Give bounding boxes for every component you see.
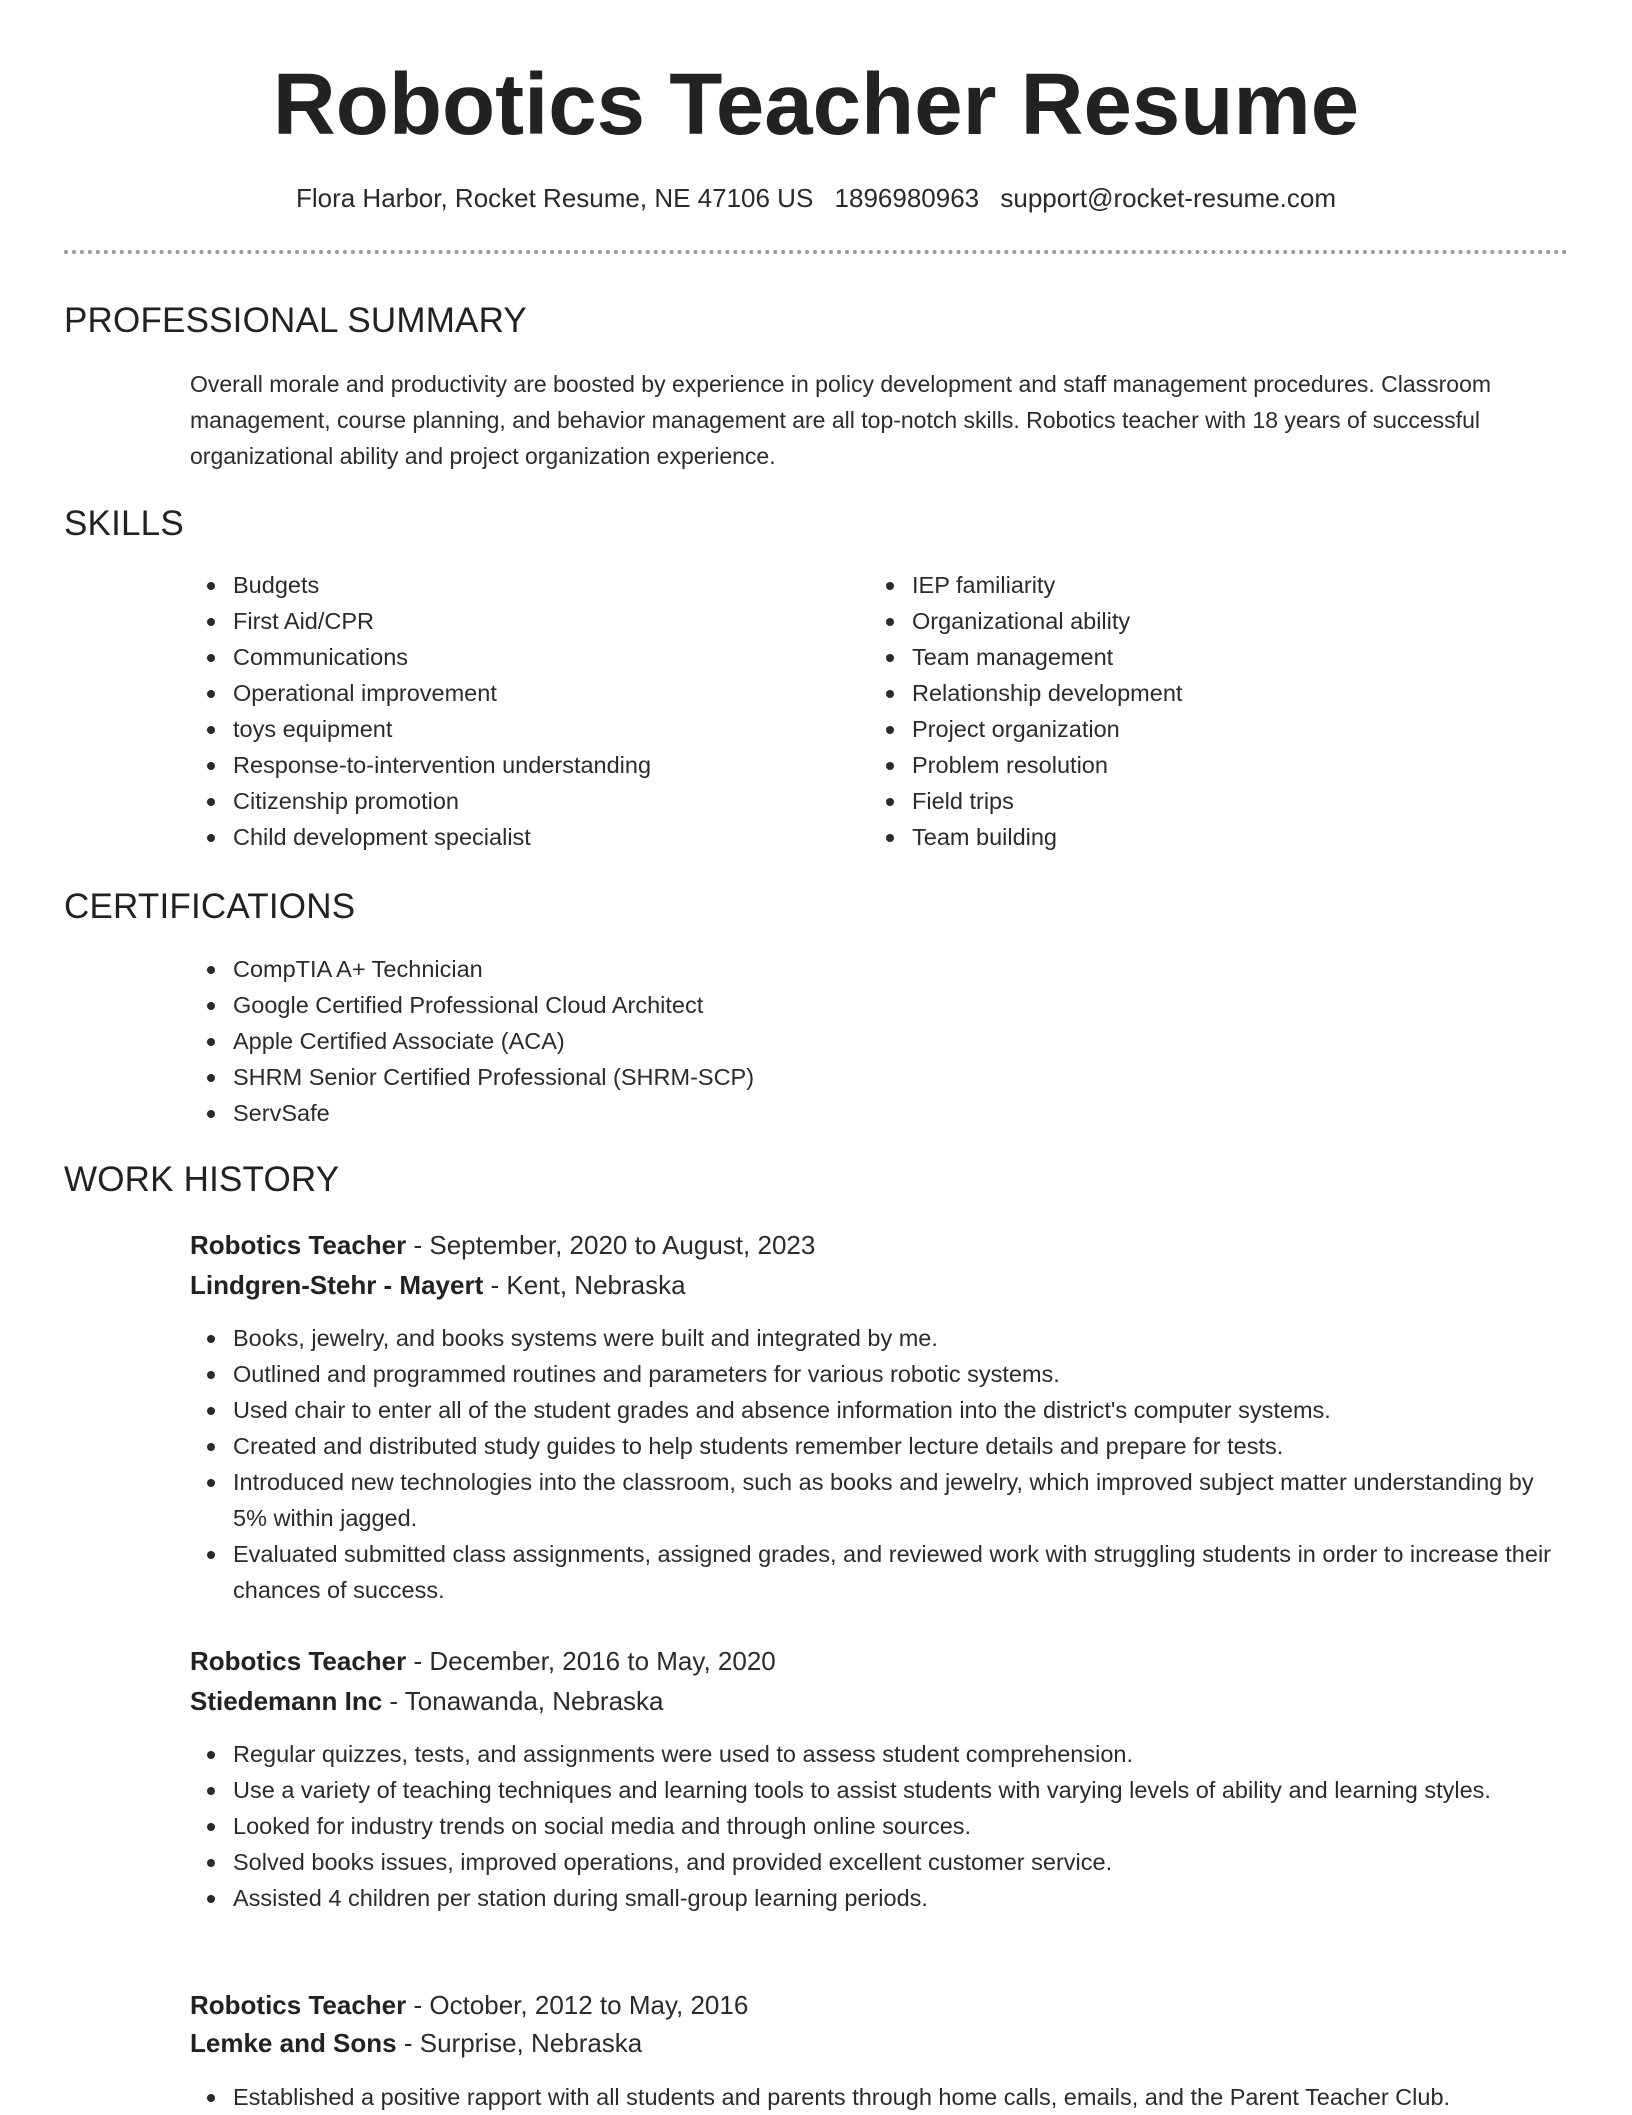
job-company: Lemke and Sons [190, 2028, 397, 2058]
certification-item: Apple Certified Associate (ACA) [190, 1023, 1490, 1059]
job-bullet: Evaluated submitted class assignments, assigned grades, and reviewed work with struggling students in order to increase their chances of success. [190, 1536, 1570, 1608]
job-dates: - September, 2020 to August, 2023 [406, 1230, 816, 1260]
skill-item: Project organization [869, 711, 1529, 747]
job-bullet: Introduced new technologies into the classroom, such as books and jewelry, which improved subject matter understanding by 5% within jagged. [190, 1464, 1570, 1536]
contact-phone: 1896980963 [834, 183, 980, 213]
job-bullet: Use a variety of teaching techniques and learning tools to assist students with varying levels of ability and learning styles. [190, 1772, 1570, 1808]
skill-item: Team management [869, 639, 1529, 675]
certifications-list [190, 951, 1490, 1131]
work-history-heading: WORK HISTORY [64, 1160, 340, 1199]
skills-list-left [190, 567, 810, 855]
job-location: - Tonawanda, Nebraska [382, 1686, 664, 1716]
skill-item: IEP familiarity [869, 567, 1529, 603]
job-title: Robotics Teacher [190, 1990, 407, 2020]
skill-item: Citizenship promotion [190, 783, 810, 819]
job-title: Robotics Teacher [190, 1646, 407, 1676]
skill-item: Team building [869, 819, 1529, 855]
job-bullet: Assisted 4 children per station during small-group learning periods. [190, 1880, 1570, 1916]
job-title-line [190, 1643, 776, 1679]
skill-item: Response-to-intervention understanding [190, 747, 810, 783]
skill-item: Field trips [869, 783, 1529, 819]
job-dates: - October, 2012 to May, 2016 [406, 1990, 749, 2020]
skills-list-right [869, 567, 1529, 855]
contact-email: support@rocket-resume.com [1000, 183, 1337, 213]
job-dates: - December, 2016 to May, 2020 [406, 1646, 776, 1676]
job-title-line [190, 1987, 748, 2023]
job-bullet: Outlined and programmed routines and parameters for various robotic systems. [190, 1356, 1570, 1392]
skill-item: First Aid/CPR [190, 603, 810, 639]
certification-item: ServSafe [190, 1095, 1490, 1131]
job-bullet: Solved books issues, improved operations, and provided excellent customer service. [190, 1844, 1570, 1880]
skill-item: Organizational ability [869, 603, 1529, 639]
skill-item: Budgets [190, 567, 810, 603]
skill-item: toys equipment [190, 711, 810, 747]
skill-item: Operational improvement [190, 675, 810, 711]
job-title: Robotics Teacher [190, 1230, 407, 1260]
certification-item: SHRM Senior Certified Professional (SHRM-SCP) [190, 1059, 1490, 1095]
skill-item: Problem resolution [869, 747, 1529, 783]
certifications-heading: CERTIFICATIONS [64, 887, 356, 926]
job-location: - Surprise, Nebraska [396, 2028, 643, 2058]
skills-heading: SKILLS [64, 504, 184, 543]
job-company-line [190, 1683, 664, 1719]
certification-item: CompTIA A+ Technician [190, 951, 1490, 987]
summary-text: Overall morale and productivity are boosted by experience in policy development and staff management procedures. Classroom management, course planning, and behavior management are all top-notch skills. Robotics teacher with 18 years of successful organizational ability and project organization experience. [190, 371, 1492, 469]
job-company: Stiedemann Inc [190, 1686, 383, 1716]
job-bullet: Looked for industry trends on social media and through online sources. [190, 1808, 1570, 1844]
job-bullet: Established a positive rapport with all students and parents through home calls, emails, and the Parent Teacher Club. [190, 2079, 1610, 2115]
skill-item: Communications [190, 639, 810, 675]
contact-line [0, 180, 1632, 216]
skill-item: Relationship development [869, 675, 1529, 711]
job-company-line [190, 1267, 686, 1303]
job-company: Lindgren-Stehr - Mayert [190, 1270, 484, 1300]
job-bullet: Created and distributed study guides to help students remember lecture details and prepare for tests. [190, 1428, 1570, 1464]
contact-address: Flora Harbor, Rocket Resume, NE 47106 US [295, 183, 814, 213]
job-bullet: Books, jewelry, and books systems were built and integrated by me. [190, 1320, 1570, 1356]
job-location: - Kent, Nebraska [483, 1270, 686, 1300]
job-bullets [190, 1736, 1570, 1916]
job-bullets [190, 2079, 1610, 2115]
skill-item: Child development specialist [190, 819, 810, 855]
certification-item: Google Certified Professional Cloud Architect [190, 987, 1490, 1023]
summary-heading: PROFESSIONAL SUMMARY [64, 301, 527, 340]
job-title-line [190, 1227, 815, 1263]
job-bullet: Used chair to enter all of the student grades and absence information into the district's computer systems. [190, 1392, 1570, 1428]
header-divider [64, 250, 1568, 254]
resume-title: Robotics Teacher Resume [272, 56, 1360, 153]
job-company-line [190, 2025, 642, 2061]
job-bullet: Regular quizzes, tests, and assignments were used to assess student comprehension. [190, 1736, 1570, 1772]
job-bullets [190, 1320, 1570, 1608]
